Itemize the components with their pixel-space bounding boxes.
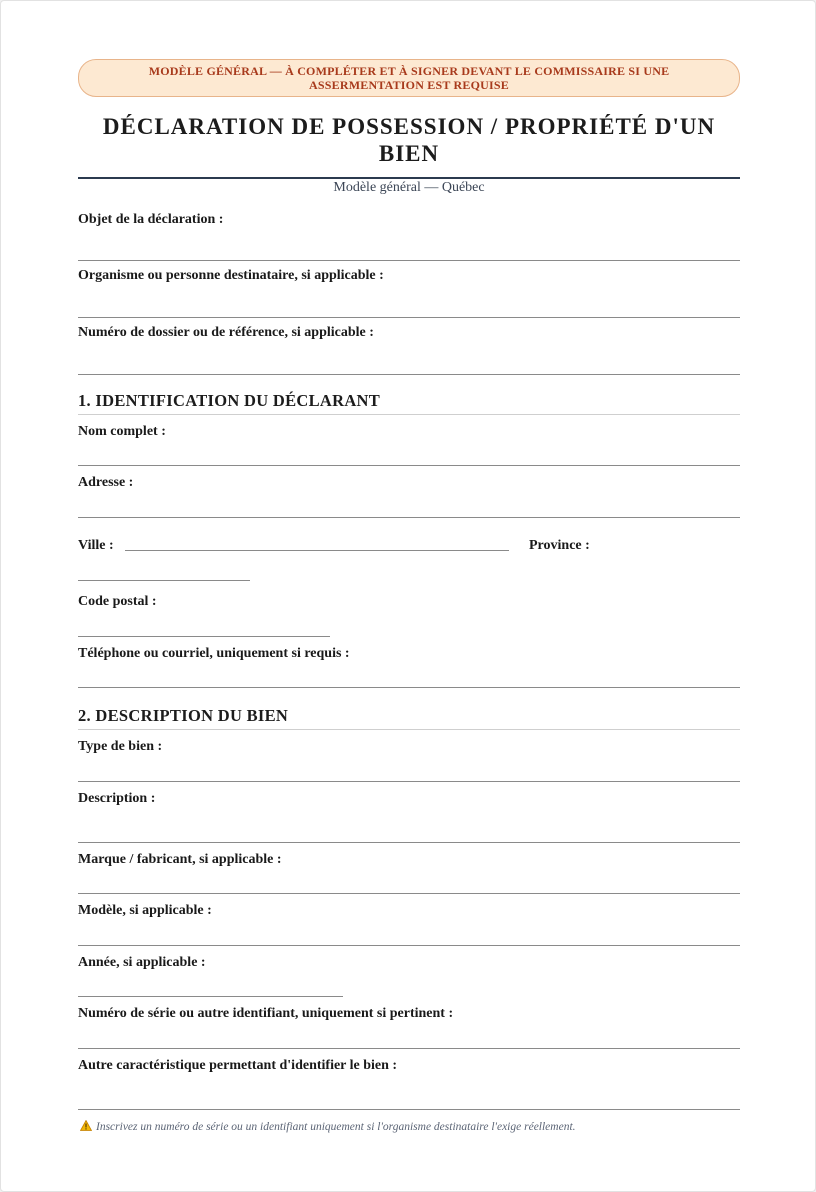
- nom-field[interactable]: [78, 465, 740, 466]
- ville-field[interactable]: [125, 550, 509, 551]
- telephone-field[interactable]: [78, 687, 740, 688]
- ville-label: Ville :: [78, 538, 114, 553]
- dossier-label: Numéro de dossier ou de référence, si applicable :: [78, 325, 374, 340]
- banner-line-1: MODÈLE GÉNÉRAL — À COMPLÉTER ET À SIGNER DEVANT LE COMMISSAIRE SI UNE: [148, 64, 670, 78]
- modele-field[interactable]: [78, 945, 740, 946]
- nom-label: Nom complet :: [78, 424, 166, 439]
- document-title: [78, 113, 740, 167]
- telephone-label: Téléphone ou courriel, uniquement si requis :: [78, 646, 350, 661]
- type-field[interactable]: [78, 781, 740, 782]
- province-field[interactable]: [78, 580, 250, 581]
- organisme-field[interactable]: [78, 317, 740, 318]
- document-subtitle: Modèle général — Québec: [333, 180, 485, 195]
- section-1-divider: [78, 414, 740, 415]
- modele-label: Modèle, si applicable :: [78, 903, 212, 918]
- code-postal-label: Code postal :: [78, 594, 157, 609]
- description-field[interactable]: [78, 842, 740, 843]
- notice-banner: [78, 59, 740, 97]
- objet-label: Objet de la déclaration :: [78, 212, 224, 227]
- province-label: Province :: [529, 538, 590, 553]
- autre-label: Autre caractéristique permettant d'identifier le bien :: [78, 1058, 398, 1073]
- title-line-2: BIEN: [378, 141, 440, 166]
- adresse-field[interactable]: [78, 517, 740, 518]
- dossier-field[interactable]: [78, 374, 740, 375]
- description-label: Description :: [78, 791, 156, 806]
- banner-line-2: ASSERMENTATION EST REQUISE: [309, 78, 509, 92]
- title-line-1: DÉCLARATION DE POSSESSION / PROPRIÉTÉ D'UN: [102, 114, 716, 139]
- organisme-label: Organisme ou personne destinataire, si applicable :: [78, 268, 384, 283]
- objet-field[interactable]: [78, 260, 740, 261]
- footnote-text: Inscrivez un numéro de série ou un identifiant uniquement si l'organisme destinataire l'exige réellement.: [96, 1121, 576, 1133]
- code-postal-field[interactable]: [78, 636, 330, 637]
- serie-field[interactable]: [78, 1048, 740, 1049]
- annee-label: Année, si applicable :: [78, 955, 206, 970]
- serie-label: Numéro de série ou autre identifiant, uniquement si pertinent :: [78, 1006, 454, 1021]
- adresse-label: Adresse :: [78, 475, 134, 490]
- section-2-divider: [78, 729, 740, 730]
- annee-field[interactable]: [78, 996, 343, 997]
- title-divider: [78, 177, 740, 179]
- warning-icon: [80, 1120, 92, 1131]
- footnote: [80, 1120, 576, 1133]
- marque-field[interactable]: [78, 893, 740, 894]
- section-2-heading: 2. DESCRIPTION DU BIEN: [78, 706, 289, 725]
- autre-field[interactable]: [78, 1109, 740, 1110]
- marque-label: Marque / fabricant, si applicable :: [78, 852, 282, 867]
- section-1-heading: 1. IDENTIFICATION DU DÉCLARANT: [78, 391, 381, 410]
- type-label: Type de bien :: [78, 739, 163, 754]
